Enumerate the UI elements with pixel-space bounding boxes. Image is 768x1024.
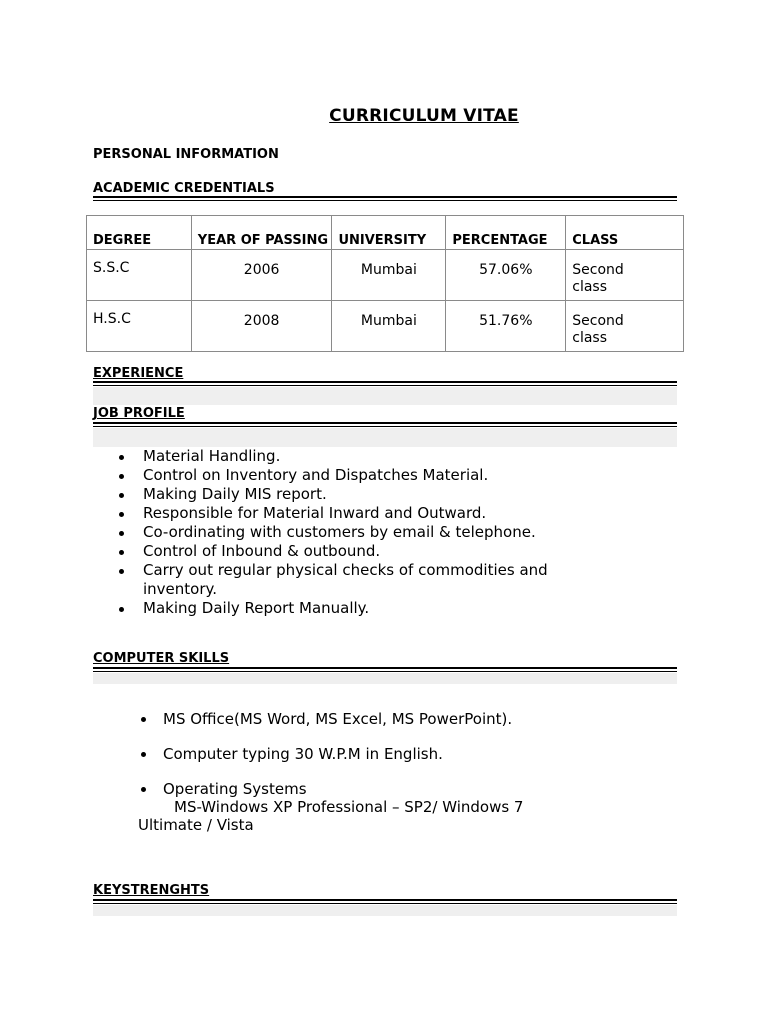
shaded-band — [93, 387, 677, 405]
class-line: Second — [572, 262, 624, 278]
list-item — [93, 780, 677, 834]
cell-university: Mumbai — [360, 262, 417, 278]
list-item: Control of Inbound & outbound. — [93, 542, 677, 561]
header-class: CLASS — [566, 216, 684, 250]
experience-heading: EXPERIENCE — [93, 366, 184, 381]
class-line: Second — [572, 313, 624, 329]
section-divider — [93, 422, 677, 427]
job-profile-list — [93, 447, 677, 618]
computer-skills-list — [93, 710, 677, 851]
job-profile-heading: JOB PROFILE — [93, 406, 185, 421]
skill-line: Ultimate / Vista — [138, 816, 254, 834]
header-year: YEAR OF PASSING — [191, 216, 332, 250]
header-percentage: PERCENTAGE — [446, 216, 566, 250]
cell-degree: H.S.C — [93, 311, 131, 327]
list-item: Making Daily Report Manually. — [93, 599, 677, 618]
cell-university: Mumbai — [360, 313, 417, 329]
header-university: UNIVERSITY — [332, 216, 446, 250]
personal-information-heading: PERSONAL INFORMATION — [93, 147, 279, 162]
shaded-band — [93, 905, 677, 916]
header-degree: DEGREE — [87, 216, 192, 250]
list-item: Control on Inventory and Dispatches Material. — [93, 466, 677, 485]
cell-percentage: 57.06% — [479, 262, 533, 278]
list-item: Carry out regular physical checks of commodities and inventory. — [93, 561, 677, 599]
section-divider — [93, 381, 677, 386]
cell-year: 2006 — [243, 262, 280, 278]
skill-line: MS-Windows XP Professional – SP2/ Windows 7 — [174, 798, 524, 816]
cell-class — [566, 250, 683, 296]
list-item: Making Daily MIS report. — [93, 485, 677, 504]
shaded-band — [93, 428, 677, 447]
section-divider — [93, 196, 677, 201]
cell-class — [566, 301, 683, 347]
table-row — [87, 301, 684, 352]
cell-percentage: 51.76% — [479, 313, 533, 329]
academic-credentials-table — [86, 215, 684, 352]
shaded-band — [93, 673, 677, 684]
table-row — [87, 250, 684, 301]
list-item: MS Office(MS Word, MS Excel, MS PowerPoint). — [93, 710, 677, 728]
list-item: Computer typing 30 W.P.M in English. — [93, 745, 677, 763]
section-divider — [93, 899, 677, 904]
list-item: Co-ordinating with customers by email & telephone. — [93, 523, 677, 542]
skill-line: Operating Systems — [163, 780, 307, 798]
table-header-row — [87, 216, 684, 250]
cell-year: 2008 — [243, 313, 280, 329]
key-strengths-heading: KEYSTRENGHTS — [93, 883, 210, 898]
list-item: Responsible for Material Inward and Outward. — [93, 504, 677, 523]
computer-skills-heading: COMPUTER SKILLS — [93, 651, 230, 666]
section-divider — [93, 667, 677, 672]
document-title: CURRICULUM VITAE — [329, 106, 519, 126]
class-line: class — [572, 330, 608, 346]
cell-degree: S.S.C — [93, 260, 130, 276]
class-line: class — [572, 279, 608, 295]
list-item: Material Handling. — [93, 447, 677, 466]
academic-credentials-heading: ACADEMIC CREDENTIALS — [93, 181, 275, 196]
